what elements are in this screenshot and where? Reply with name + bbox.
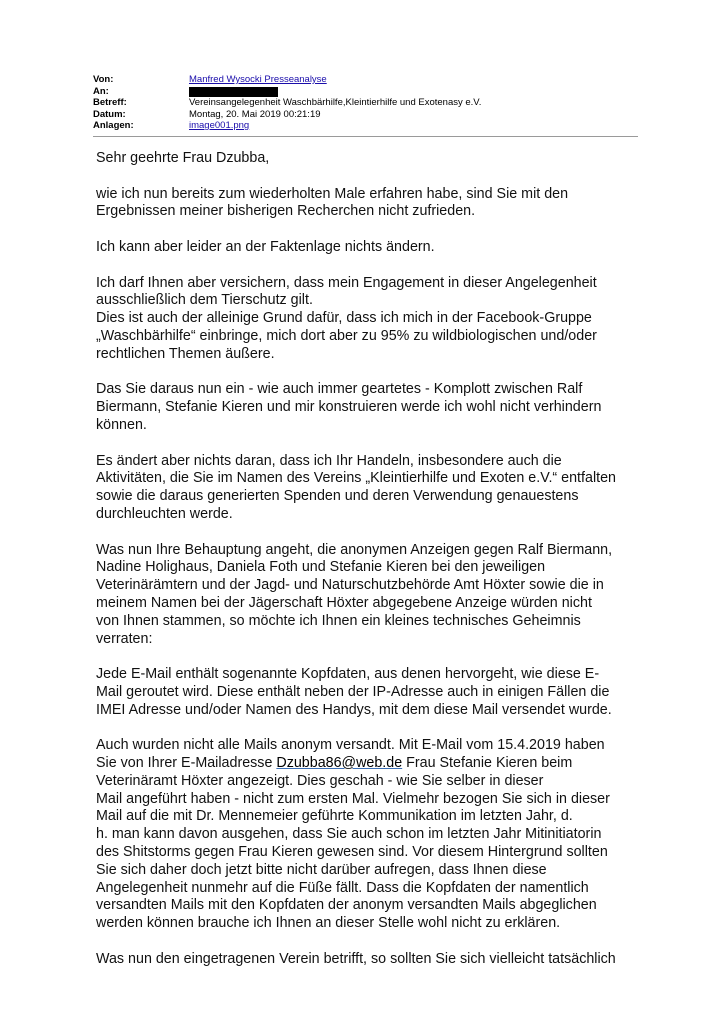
header-subject-row — [93, 97, 638, 109]
text-lines — [96, 773, 641, 933]
email-body — [96, 150, 641, 969]
text-line: werden können brauche ich Ihnen an dieser Stelle wohl nicht zu erklären. — [96, 915, 561, 932]
paragraph — [96, 381, 641, 434]
text-line: Mail angeführt haben - nicht zum ersten Mal. Vielmehr bezogen Sie sich in dieser — [96, 790, 610, 807]
text-fragment: Sie von Ihrer E-Mailadresse — [96, 755, 277, 772]
text-line: ausschließlich dem Tierschutz gilt. — [96, 292, 313, 309]
date-label: Datum: — [93, 108, 126, 120]
text-line: Nadine Holighaus, Daniela Foth und Stefanie Kieren bei den jeweiligen — [96, 559, 546, 576]
text-line: verraten: — [96, 630, 153, 647]
text-line: Dies ist auch der alleinige Grund dafür, dass ich mich in der Facebook-Gruppe — [96, 310, 592, 327]
header-to-row — [93, 86, 638, 98]
text-line: Was nun Ihre Behauptung angeht, die anonymen Anzeigen gegen Ralf Biermann, — [96, 541, 613, 558]
text-line: des Shitstorms gegen Frau Kieren gewesen sind. Vor diesem Hintergrund sollten — [96, 844, 608, 861]
paragraph — [96, 666, 641, 719]
paragraph — [96, 186, 641, 222]
text-fragment: Frau Stefanie Kieren beim — [402, 755, 573, 772]
paragraph — [96, 542, 641, 649]
paragraph — [96, 453, 641, 524]
text-line: Mail geroutet wird. Diese enthält neben der IP-Adresse auch in einigen Fällen die — [96, 683, 610, 700]
text-line: von Ihnen stammen, so möchte ich Ihnen ein kleines technisches Geheimnis — [96, 612, 581, 629]
header-attachments-row — [93, 120, 638, 132]
text-line: Ergebnissen meiner bisherigen Recherchen nicht zufrieden. — [96, 203, 476, 220]
paragraph — [96, 737, 641, 933]
text-line: Auch wurden nicht alle Mails anonym versandt. Mit E-Mail vom 15.4.2019 haben — [96, 737, 605, 754]
email-header — [93, 74, 638, 132]
text-line: wie ich nun bereits zum wiederholten Male erfahren habe, sind Sie mit den — [96, 185, 569, 202]
header-from-row — [93, 74, 638, 86]
text-line: Das Sie daraus nun ein - wie auch immer geartetes - Komplott zwischen Ralf — [96, 381, 583, 398]
text-line: Angelegenheit nunmehr auf die Füße fällt. Dass die Kopfdaten der namentlich — [96, 879, 589, 896]
paragraph — [96, 951, 641, 969]
text-line: rechtlichen Themen äußere. — [96, 345, 275, 362]
text-line: Ich darf Ihnen aber versichern, dass mein Engagement in dieser Angelegenheit — [96, 274, 597, 291]
text-line: Mail auf die mit Dr. Mennemeier geführte Kommunikation im letzten Jahr, d. — [96, 808, 573, 825]
text-line: meinem Namen bei der Jägerschaft Höxter abgegebene Anzeige würden nicht — [96, 594, 592, 611]
text-line: Biermann, Stefanie Kieren und mir konstruieren werde ich wohl nicht verhindern — [96, 399, 602, 416]
header-date-row — [93, 109, 638, 121]
subject-value: Vereinsangelegenheit Waschbärhilfe,Kleintierhilfe und Exotenasy e.V. — [189, 97, 482, 108]
email-address-link[interactable]: Dzubba86@web.de — [276, 755, 403, 772]
text-line — [96, 755, 641, 773]
paragraph-greeting — [96, 150, 641, 168]
text-line: Sehr geehrte Frau Dzubba, — [96, 150, 270, 166]
paragraph — [96, 239, 641, 257]
text-line: Sie sich daher doch jetzt bitte nicht darüber aufregen, dass Ihnen diese — [96, 861, 547, 878]
attachment-link[interactable]: image001.png — [189, 120, 250, 131]
text-line: Es ändert aber nichts daran, dass ich Ihr Handeln, insbesondere auch die — [96, 452, 562, 469]
text-line: sowie die daraus generierten Spenden und deren Verwendung genauestens — [96, 488, 579, 505]
text-line: können. — [96, 416, 147, 433]
attachments-label: Anlagen: — [93, 120, 134, 131]
text-line: Aktivitäten, die Sie im Namen des Vereins „Kleintierhilfe und Exoten e.V.“ entfalten — [96, 470, 617, 487]
text-line: IMEI Adresse und/oder Namen des Handys, mit dem diese Mail versendet wurde. — [96, 701, 612, 718]
text-line: versandten Mails mit den Kopfdaten der anonym versandten Mails abgeglichen — [96, 897, 597, 914]
text-line: h. man kann davon ausgehen, dass Sie auch schon im letzten Jahr Mitinitiatorin — [96, 826, 602, 843]
from-link[interactable]: Manfred Wysocki Presseanalyse — [189, 74, 327, 85]
text-line: Veterinärämtern und der Jagd- und Naturschutzbehörde Amt Höxter sowie die in — [96, 577, 604, 594]
paragraph — [96, 275, 641, 364]
to-label: An: — [93, 85, 109, 97]
header-divider — [93, 136, 638, 137]
from-label: Von: — [93, 74, 114, 85]
text-line: durchleuchten werde. — [96, 505, 233, 522]
text-line: Jede E-Mail enthält sogenannte Kopfdaten, aus denen hervorgeht, wie diese E- — [96, 666, 600, 683]
date-value: Montag, 20. Mai 2019 00:21:19 — [189, 108, 321, 120]
text-line: Veterinäramt Höxter angezeigt. Dies geschah - wie Sie selber in dieser — [96, 772, 544, 789]
text-line: „Waschbärhilfe“ einbringe, mich dort aber zu 95% zu wildbiologischen und/oder — [96, 327, 597, 344]
subject-label: Betreff: — [93, 97, 127, 108]
text-line: Was nun den eingetragenen Verein betrifft, so sollten Sie sich vielleicht tatsächlich — [96, 950, 616, 967]
text-line: Ich kann aber leider an der Faktenlage nichts ändern. — [96, 238, 435, 255]
redaction-bar — [189, 87, 278, 97]
